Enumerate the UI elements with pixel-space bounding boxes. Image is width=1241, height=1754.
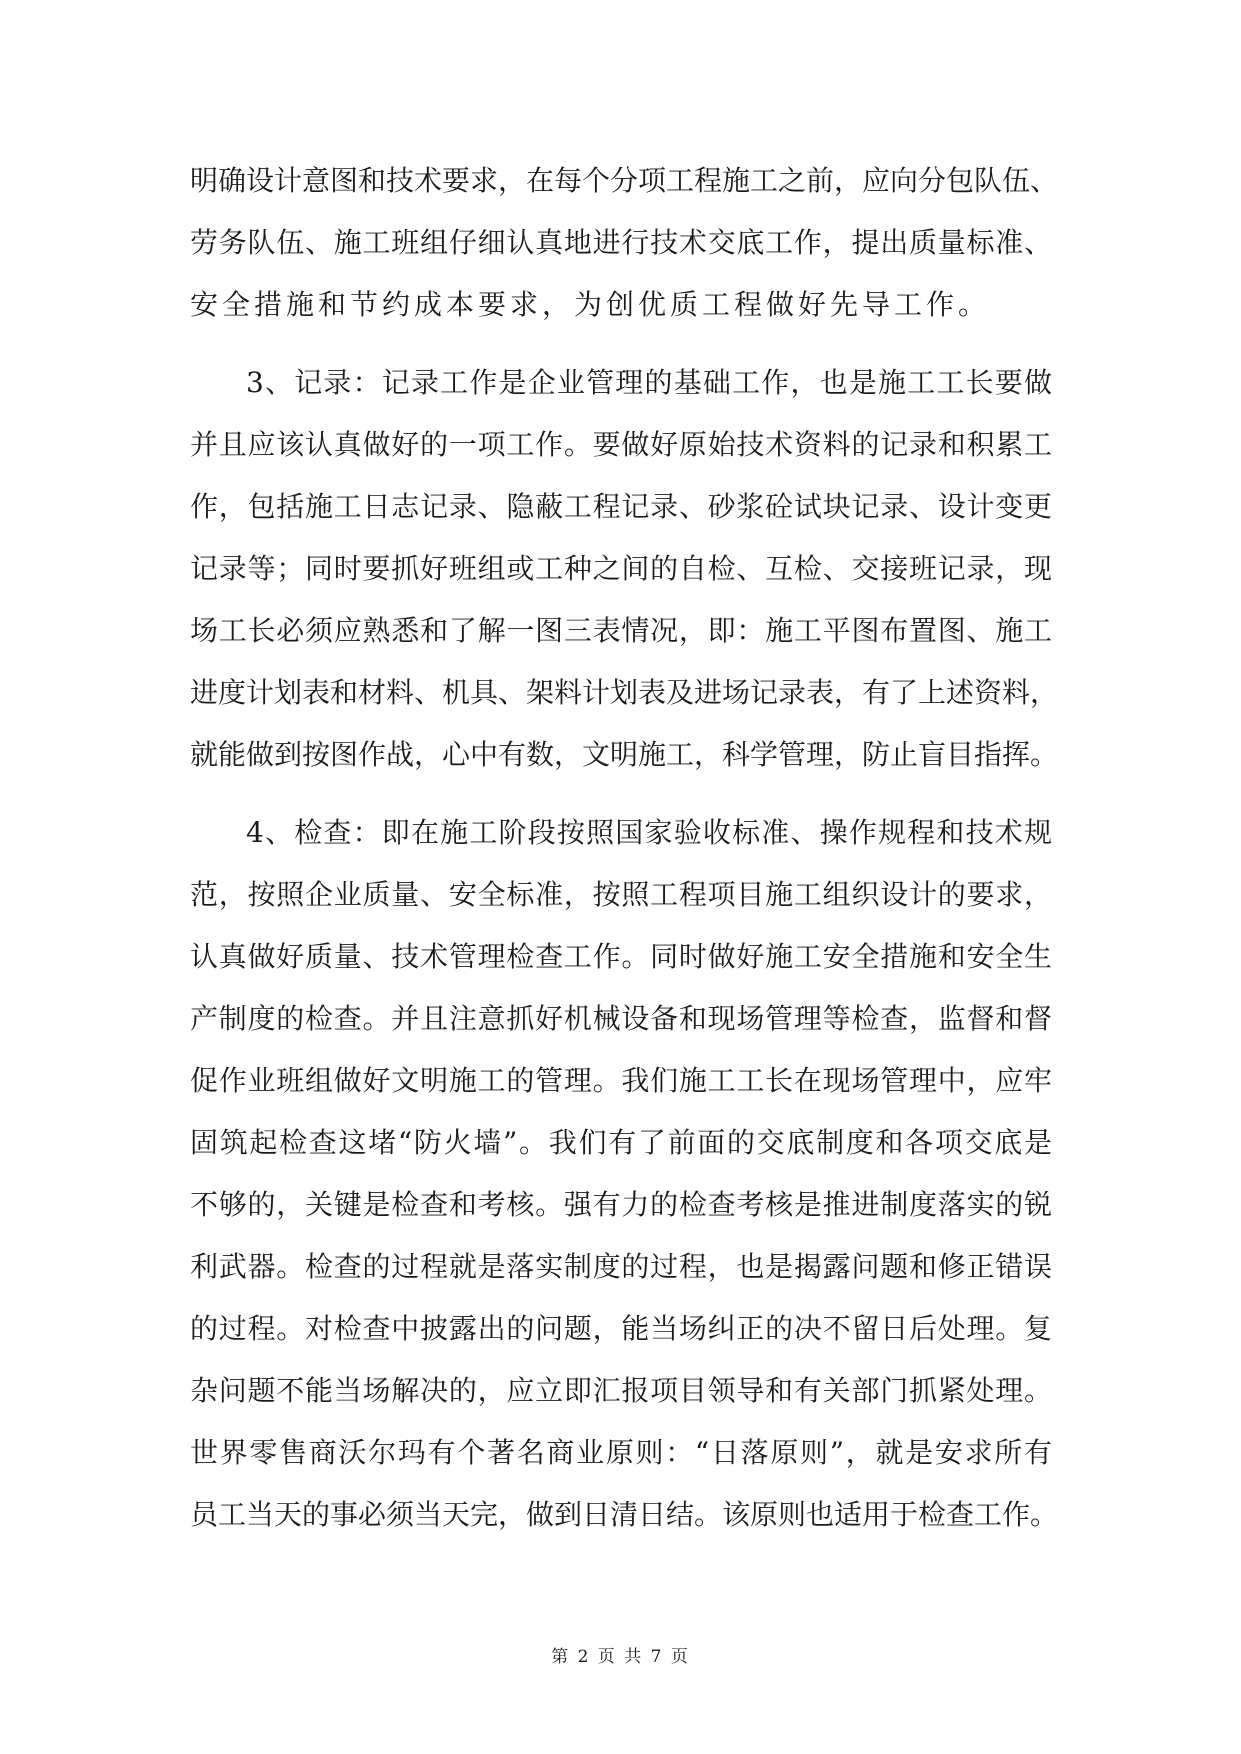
- text-line: 4、检查：即在施工阶段按照国家验收标准、操作规程和技术规: [246, 816, 1052, 849]
- text-line: 劳务队伍、施工班组仔细认真地进行技术交底工作，提出质量标准、: [190, 226, 1052, 259]
- text-line: 安全措施和节约成本要求，为创优质工程做好先导工作。: [190, 288, 991, 321]
- text-line: 进度计划表和材料、机具、架料计划表及进场记录表，有了上述资料，: [190, 676, 1059, 709]
- text-line: 记录等；同时要抓好班组或工种之间的自检、互检、交接班记录，现: [190, 552, 1052, 585]
- paragraph-1: [190, 150, 1059, 336]
- text-line: 范，按照企业质量、安全标准，按照工程项目施工组织设计的要求，: [190, 878, 1052, 911]
- text-line: 固筑起检查这堵“防火墙”。我们有了前面的交底制度和各项交底是: [190, 1126, 1052, 1159]
- text-line: 产制度的检查。并且注意抓好机械设备和现场管理等检查，监督和督: [190, 1002, 1052, 1035]
- text-line: 并且应该认真做好的一项工作。要做好原始技术资料的记录和积累工: [190, 428, 1052, 461]
- text-line: 促作业班组做好文明施工的管理。我们施工工长在现场管理中，应牢: [190, 1064, 1052, 1097]
- text-line: 世界零售商沃尔玛有个著名商业原则：“日落原则”，就是安求所有: [190, 1436, 1052, 1469]
- text-line: 杂问题不能当场解决的，应立即汇报项目领导和有关部门抓紧处理。: [190, 1374, 1052, 1407]
- text-line: 场工长必须应熟悉和了解一图三表情况，即：施工平图布置图、施工: [190, 614, 1052, 647]
- page-number-footer: 第 2 页 共 7 页: [551, 1647, 690, 1667]
- text-line: 的过程。对检查中披露出的问题，能当场纠正的决不留日后处理。复: [190, 1312, 1052, 1345]
- text-line: 明确设计意图和技术要求，在每个分项工程施工之前，应向分包队伍、: [190, 164, 1059, 197]
- text-line: 作，包括施工日志记录、隐蔽工程记录、砂浆砼试块记录、设计变更: [190, 490, 1052, 523]
- text-line: 员工当天的事必须当天完，做到日清日结。该原则也适用于检查工作。: [190, 1498, 1059, 1531]
- text-line: 利武器。检查的过程就是落实制度的过程，也是揭露问题和修正错误: [190, 1250, 1052, 1283]
- text-line: 认真做好质量、技术管理检查工作。同时做好施工安全措施和安全生: [190, 940, 1052, 973]
- body-text: [190, 150, 1059, 1546]
- text-line: 就能做到按图作战，心中有数，文明施工，科学管理，防止盲目指挥。: [190, 738, 1059, 771]
- paragraph-record: [190, 352, 1059, 786]
- text-line: 3、记录：记录工作是企业管理的基础工作，也是施工工长要做: [246, 366, 1052, 399]
- text-line: 不够的，关键是检查和考核。强有力的检查考核是推进制度落实的锐: [190, 1188, 1052, 1221]
- paragraph-inspection: [190, 802, 1059, 1546]
